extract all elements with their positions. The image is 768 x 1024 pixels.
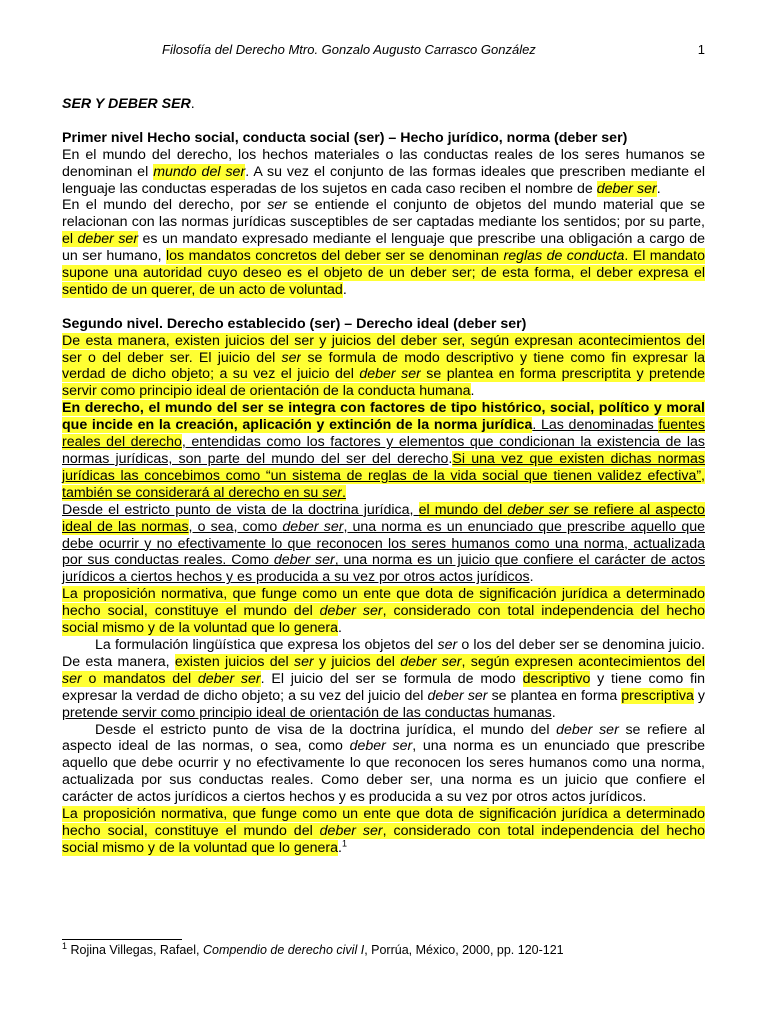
text-run: y juicios del [313, 653, 401, 670]
text-run: . [338, 620, 342, 637]
text-run: deber ser [273, 552, 335, 569]
text-run: Compendio de derecho civil I [202, 943, 365, 957]
text-run: deber ser [507, 501, 569, 518]
text-run: . [656, 180, 661, 197]
text-run: . [341, 484, 346, 501]
text-run: deber ser [77, 231, 139, 248]
text-run: La formulación lingüística que expresa los objetos del [95, 636, 438, 653]
text-run: se refiere al aspecto ideal de las normas [62, 501, 705, 535]
text-run: deber ser [197, 670, 261, 687]
text-run: prescriptiva [621, 687, 694, 704]
text-run: se entiende el conjunto de objetos del mundo material que se relacionan con las normas jurídicas susceptibles de ser captadas mediante los sentidos; por su parte, [62, 197, 706, 231]
text-run: descriptivo [522, 670, 591, 687]
paragraph-3 [62, 333, 705, 401]
text-run: La proposición normativa, que funge como un ente que dota de significación jurídica a determinado hecho social, constituye el mundo del [62, 586, 705, 620]
section-heading-2: Segundo nivel. Derecho establecido (ser) – Derecho ideal (deber ser) [62, 315, 527, 332]
text-run: ser [62, 670, 82, 687]
text-run: deber ser [556, 721, 619, 738]
text-run: se plantea en forma prescriptita y pretende servir como principio ideal de orientación de la conducta humana [62, 366, 705, 400]
text-run: , una norma es un enunciado que prescribe aquello que debe ocurrir y no efectivamente lo que reconocen los seres humanos como una norma, actualizada por sus conductas reales. Como deber ser, una norma es un juicio que confiere el carácter de actos jurídicos a ciertos hechos y es producida a su vez por otros actos jurídicos. [62, 738, 706, 806]
text-run: se formula de modo descriptivo y tiene como fin expresar la verdad de dicho objeto; a su vez el juicio del [62, 349, 705, 383]
header-text: Filosofía del Derecho Mtro. Gonzalo Augusto Carrasco González [162, 42, 536, 57]
text-run: Si una vez que existen dichas normas jurídicas las concebimos como “un sistema de reglas de la vida social que tienen validez efectiva”, también se considerará al derecho en su [62, 451, 705, 501]
text-run: . [342, 281, 347, 298]
paragraph-7 [62, 637, 705, 722]
paragraph-4 [62, 400, 705, 501]
text-run: deber ser [319, 822, 383, 839]
text-run: . [448, 451, 453, 467]
text-run: En el mundo del derecho, por [62, 197, 268, 214]
text-run: En el mundo del derecho, los hechos materiales o las conductas reales de los seres humanos se denominan el [62, 146, 705, 180]
text-run: o los del deber ser se denomina juicio. De esta manera, [62, 636, 706, 670]
text-run: . El mandato supone una autoridad cuyo deseo es el objeto de un deber ser; de esta forma, el deber expresa el sentido de un querer, de un acto de voluntad [62, 248, 706, 298]
text-run: ser [267, 197, 287, 214]
text-run: Desde el estricto punto de visa de la doctrina jurídica, el mundo del [95, 721, 557, 738]
text-run: ser [281, 349, 302, 366]
text-run: deber ser [349, 738, 413, 755]
text-run: , entendidas como los factores y elementos que condicionan la existencia de las normas jurídicas, son parte del mundo del ser del derecho [62, 434, 705, 467]
text-run: De esta manera, existen juicios del ser y juicios del deber ser, según expresan acontecimientos del ser o del deber ser. El juicio del [62, 332, 705, 366]
text-run: Rojina Villegas, Rafael, [67, 943, 203, 957]
text-run: y tiene como fin expresar la verdad de dicho objeto; a su vez del juicio del [62, 670, 705, 704]
text-run: . Las denominadas [532, 417, 659, 434]
text-run: deber ser [282, 518, 344, 535]
text-run: . [529, 569, 534, 586]
text-run: el mundo del [418, 501, 508, 518]
paragraph-6 [62, 586, 705, 637]
text-run: , Porrúa, México, 2000, pp. 120-121 [364, 943, 564, 957]
text-run: deber ser [359, 366, 421, 383]
text-run: , una norma es un juicio que confiere el carácter de actos jurídicos a ciertos hechos y es producida a su vez por otros actos jurídicos [62, 552, 706, 586]
document-body [62, 96, 705, 857]
text-run: pretende servir como principio ideal de orientación de las conductas humanas [62, 704, 552, 721]
text-run: Desde el estricto punto de vista de la doctrina jurídica, [62, 501, 419, 518]
text-run: o mandatos del [81, 670, 198, 687]
text-run: ser [437, 636, 458, 653]
text-run: . El juicio del ser se formula de modo [260, 670, 523, 687]
paragraph-2 [62, 197, 705, 298]
text-run: existen juicios del [174, 653, 294, 670]
text-run: . [551, 704, 556, 721]
paragraph-8 [62, 722, 705, 807]
text-run: el [62, 231, 78, 248]
text-run: es un mandato expresado mediante el lenguaje que prescribe una obligación a cargo de un ser humano, [62, 231, 706, 265]
text-run: deber ser [427, 687, 488, 704]
text-run: . [338, 839, 342, 856]
paragraph-9 [62, 806, 705, 857]
text-run: deber ser [400, 653, 462, 670]
text-run: La proposición normativa, que funge como un ente que dota de significación jurídica a determinado hecho social, constituye el mundo del [62, 806, 705, 839]
text-run: , considerado con total independencia del hecho social mismo y de la voluntad que lo genera [62, 603, 705, 637]
text-run: , o sea, como [188, 518, 283, 535]
text-run: ser [293, 653, 314, 670]
text-run: ser [322, 484, 342, 501]
footnote-reference[interactable]: 1 [341, 838, 347, 849]
page-number: 1 [697, 42, 705, 57]
text-run: En derecho, el mundo del ser se integra con factores de tipo histórico, social, político y moral que incide en la creación, aplicación y extinción de la norma jurídica [62, 400, 705, 434]
text-run: . A su vez el conjunto de las formas ideales que prescriben mediante el lenguaje las conductas esperadas de los sujetos en cada caso reciben el nombre de [62, 163, 705, 197]
paragraph-5 [62, 502, 705, 587]
text-run: deber ser [319, 603, 383, 620]
text-run: reglas de conducta [503, 248, 625, 265]
document-title: SER Y DEBER SER. [62, 96, 195, 112]
text-run: . [470, 383, 475, 400]
section-heading-1: Primer nivel Hecho social, conducta social (ser) – Hecho jurídico, norma (deber ser) [62, 129, 628, 146]
footnote: $^1$ Rojina Villegas, Rafael, Compendio de derecho civil I, Porrúa, México, 2000, pp. 120-121 [62, 940, 564, 957]
text-run: mundo del ser [153, 163, 246, 180]
footnote-divider [62, 939, 182, 940]
text-run: deber ser [596, 180, 657, 197]
text-run: fuentes reales del derecho [62, 417, 705, 451]
paragraph-1 [62, 147, 705, 198]
text-run: los mandatos concretos del deber ser se denominan [166, 248, 504, 265]
text-run: se refiere al aspecto ideal de las normas, o sea, como [62, 721, 705, 755]
text-run: se plantea en forma [487, 687, 622, 704]
text-run: , considerado con total independencia del hecho social mismo y de la voluntad que lo genera [62, 822, 705, 856]
text-run: , una norma es un enunciado que prescribe aquello que debe ocurrir y no efectivamente lo que reconocen los seres humanos como una norma, actualizada por sus conductas reales. Como [62, 518, 705, 569]
text-run: y [693, 687, 705, 704]
text-run: , según expresen acontecimientos del [461, 653, 706, 670]
